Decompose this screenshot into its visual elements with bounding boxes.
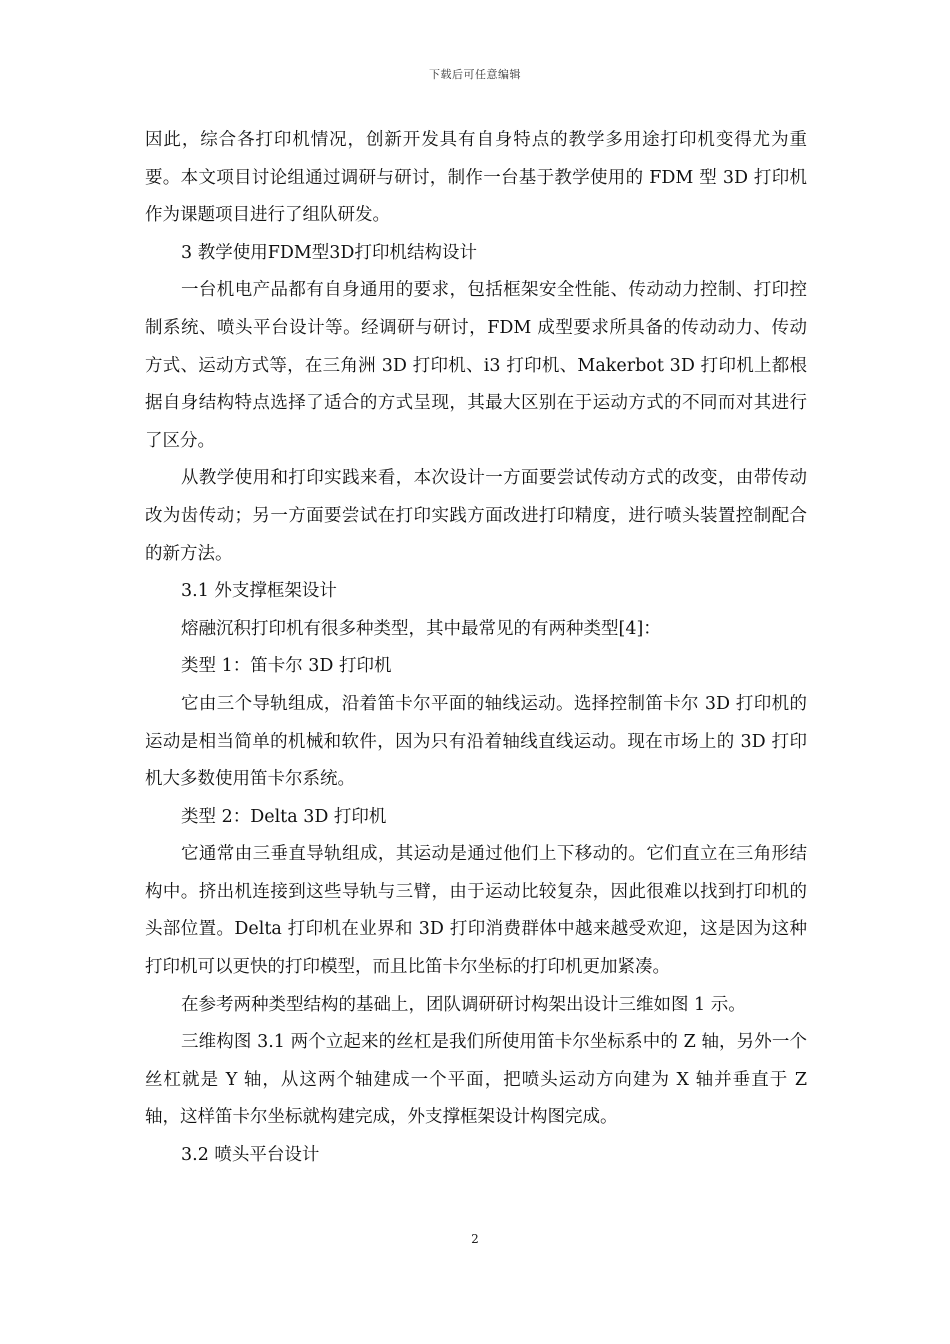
paragraph-design-goals: 从教学使用和打印实践来看，本次设计一方面要尝试传动方式的改变，由带传动改为齿传动；另一方面要尝试在打印实践方面改进打印精度，进行喷头装置控制配合的新方法。 (145, 468, 807, 564)
paragraph-requirements: 一台机电产品都有自身通用的要求，包括框架安全性能、传动动力控制、打印控制系统、喷头平台设计等。经调研与研讨，FDM 成型要求所具备的传动动力、传动方式、运动方式等，在三角洲 3D 打印机、i3 打印机、Makerbot 3D 打印机上都根据自身结构特点选择了适合的方式呈现，其最大区别在于运动方式的不同而对其进行了区分。 (145, 280, 807, 451)
paragraph-cartesian: 它由三个导轨组成，沿着笛卡尔平面的轴线运动。选择控制笛卡尔 3D 打印机的运动是相当简单的机械和软件，因为只有沿着轴线直线运动。现在市场上的 3D 打印机大多数使用笛卡尔系统。 (145, 693, 807, 790)
section-heading-3: 3 教学使用FDM型3D打印机结构设计 (181, 242, 477, 263)
page-header: 下载后可任意编辑 (429, 68, 521, 81)
type-1-heading: 类型 1：笛卡尔 3D 打印机 (181, 656, 392, 677)
page-number: 2 (471, 1232, 479, 1246)
section-heading-3-2: 3.2 喷头平台设计 (181, 1145, 320, 1166)
document-body (145, 122, 807, 1175)
section-heading-3-1: 3.1 外支撑框架设计 (181, 581, 337, 602)
type-2-heading: 类型 2：Delta 3D 打印机 (181, 806, 387, 827)
paragraph-delta: 它通常由三垂直导轨组成，其运动是通过他们上下移动的。它们直立在三角形结构中。挤出机连接到这些导轨与三臂，由于运动比较复杂，因此很难以找到打印机的头部位置。Delta 打印机在业界和 3D 打印消费群体中越来越受欢迎，这是因为这种打印机可以更快的打印模型，而且比笛卡尔坐标的打印机更加紧凑。 (145, 844, 807, 978)
paragraph-3d-layout: 三维构图 3.1 两个立起来的丝杠是我们所使用笛卡尔坐标系中的 Z 轴，另外一个丝杠就是 Y 轴，从这两个轴建成一个平面，把喷头运动方向建为 X 轴并垂直于 Z 轴，这样笛卡尔坐标就构建完成，外支撑框架设计构图完成。 (145, 1032, 807, 1128)
paragraph-intro-continuation: 因此，综合各打印机情况，创新开发具有自身特点的教学多用途打印机变得尤为重要。本文项目讨论组通过调研与研讨，制作一台基于教学使用的 FDM 型 3D 打印机作为课题项目进行了组队研发。 (145, 130, 807, 226)
paragraph-reference-design: 在参考两种类型结构的基础上，团队调研研讨构架出设计三维如图 1 示。 (181, 994, 746, 1015)
paragraph-printer-types: 熔融沉积打印机有很多种类型，其中最常见的有两种类型[4]： (181, 618, 661, 639)
